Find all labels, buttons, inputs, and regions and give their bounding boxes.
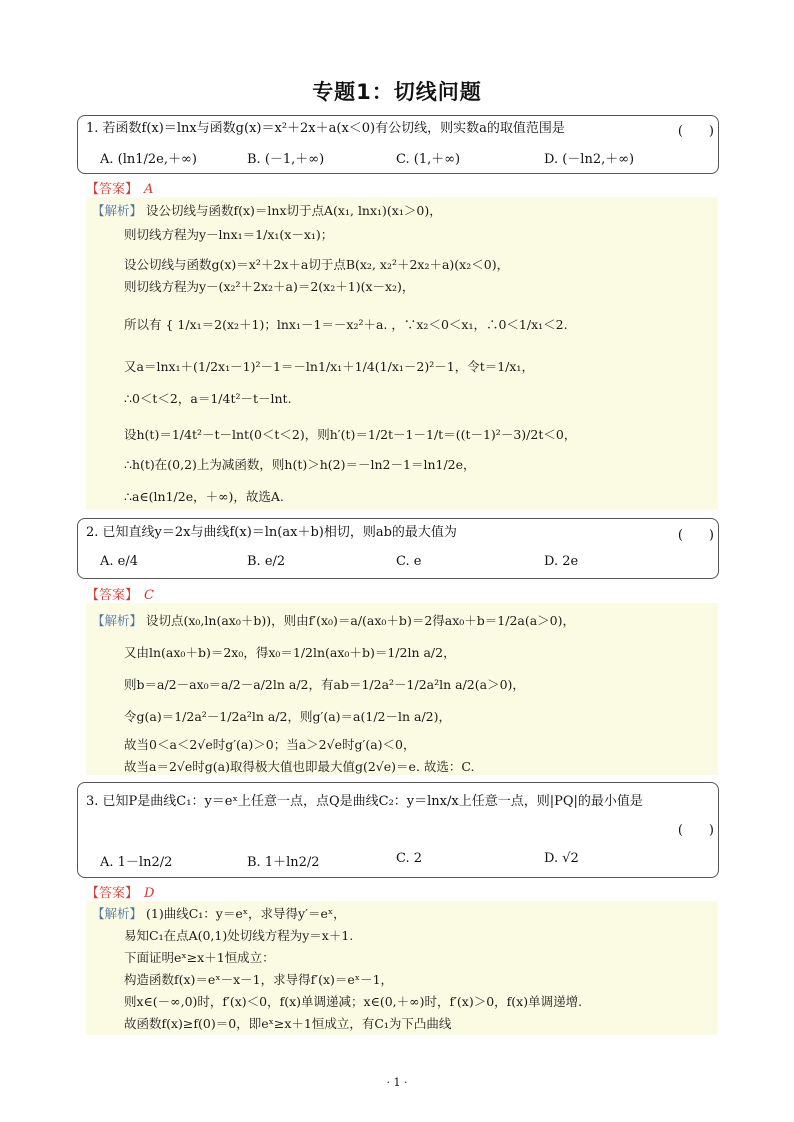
question-3-text: 3. 已知P是曲线C₁：y＝eˣ上任意一点，点Q是曲线C₂：y＝lnx/x上任意一点，则|PQ|的最小值是 — [86, 794, 643, 809]
option-b: B. 1＋ln2/2 — [247, 855, 320, 870]
solution-label: 【解析】 — [92, 613, 143, 628]
answer-label: 【答案】 — [86, 588, 139, 603]
answer-2 — [86, 584, 154, 603]
option-c: C. e — [396, 554, 422, 569]
solution-label: 【解析】 — [92, 906, 143, 921]
solution-line: 令g(a)＝1/2a²－1/2a²ln a/2，则g′(a)＝a(1/2－ln a/2)， — [124, 709, 452, 724]
option-b: B. (－1,＋∞) — [247, 152, 325, 167]
question-2-text: 2. 已知直线y＝2x与曲线f(x)＝ln(ax＋b)相切，则ab的最大值为 — [86, 525, 457, 540]
solution-line: 则b＝a/2－ax₀＝a/2－a/2ln a/2，有ab＝1/2a²－1/2a²ln a/2(a＞0)， — [124, 677, 525, 692]
answer-value: D — [144, 886, 155, 901]
option-d: D. √2 — [544, 851, 579, 866]
answer-paren: ( ) — [677, 823, 714, 838]
solution-line: 【解析】 设公切线与函数f(x)＝lnx切于点A(x₁, lnx₁)(x₁＞0)， — [92, 203, 442, 218]
solution-line: ∴a∈(ln1/2e，＋∞)，故选A. — [124, 489, 284, 504]
solution-2 — [86, 603, 718, 775]
solution-label: 【解析】 — [92, 203, 143, 218]
solution-line: 则切线方程为y－lnx₁＝1/x₁(x－x₁)； — [124, 227, 334, 242]
answer-1 — [86, 178, 153, 197]
solution-line: 则切线方程为y－(x₂²＋2x₂＋a)＝2(x₂＋1)(x－x₂)， — [124, 279, 415, 294]
page-title: 专题1：切线问题 — [312, 80, 482, 104]
question-1-text: 1. 若函数f(x)＝lnx与函数g(x)＝x²＋2x＋a(x＜0)有公切线，则实数a的取值范围是 — [86, 121, 565, 136]
solution-3 — [86, 901, 718, 1035]
solution-line: 故当a＝2√e时g(a)取得极大值也即最大值g(2√e)＝e. 故选：C. — [124, 759, 475, 774]
answer-label: 【答案】 — [86, 886, 139, 901]
solution-line: 易知C₁在点A(0,1)处切线方程为y＝x＋1. — [124, 928, 354, 943]
answer-label: 【答案】 — [86, 182, 139, 197]
option-a: A. e/4 — [100, 554, 138, 569]
answer-paren: ( ) — [677, 528, 714, 543]
solution-line: 所以有 { 1/x₁＝2(x₂＋1)；lnx₁－1＝－x₂²＋a. ，∵x₂＜0＜x₁，∴0＜1/x₁＜2. — [124, 317, 568, 332]
page-number: · 1 · — [386, 1076, 408, 1089]
solution-line: 则x∈(－∞,0)时，f′(x)＜0，f(x)单调递减；x∈(0,＋∞)时，f′(x)＞0，f(x)单调递增. — [124, 994, 583, 1009]
option-d: D. (－ln2,＋∞) — [544, 152, 635, 167]
option-a: A. 1－ln2/2 — [100, 855, 173, 870]
option-b: B. e/2 — [247, 554, 286, 569]
option-a: A. (ln1/2e,＋∞) — [100, 152, 197, 167]
solution-line: ∴0＜t＜2，a＝1/4t²－t－lnt. — [124, 391, 292, 406]
solution-1 — [86, 197, 718, 510]
answer-value: C — [144, 588, 154, 603]
question-1-box — [77, 115, 719, 174]
option-d: D. 2e — [544, 554, 579, 569]
question-3-box — [77, 782, 719, 878]
solution-line: 下面证明eˣ≥x＋1恒成立： — [124, 950, 275, 965]
solution-line: 构造函数f(x)＝eˣ－x－1，求导得f′(x)＝eˣ－1， — [124, 972, 394, 987]
answer-value: A — [144, 182, 154, 197]
solution-line: 故函数f(x)≥f(0)＝0，即eˣ≥x＋1恒成立，有C₁为下凸曲线 — [124, 1016, 452, 1031]
solution-line: 【解析】 (1)曲线C₁：y＝eˣ，求导得y′＝eˣ， — [92, 906, 346, 921]
option-c: C. (1,＋∞) — [396, 152, 461, 167]
solution-line: 设公切线与函数g(x)＝x²＋2x＋a切于点B(x₂, x₂²＋2x₂＋a)(x₂＜0)， — [124, 257, 510, 272]
solution-line: 故当0＜a＜2√e时g′(a)＞0；当a＞2√e时g′(a)＜0， — [124, 737, 416, 752]
solution-line: 又a＝lnx₁＋(1/2x₁－1)²－1＝－ln1/x₁＋1/4(1/x₁－2)²－1，令t＝1/x₁， — [124, 359, 534, 374]
solution-line: 设h(t)＝1/4t²－t－lnt(0＜t＜2)，则h′(t)＝1/2t－1－1/t＝((t－1)²－3)/2t＜0， — [124, 427, 577, 442]
answer-3 — [86, 882, 154, 901]
answer-paren: ( ) — [677, 124, 714, 139]
solution-line: 又由ln(ax₀＋b)＝2x₀，得x₀＝1/2ln(ax₀＋b)＝1/2ln a/2， — [124, 645, 456, 660]
solution-line: 【解析】 设切点(x₀,ln(ax₀＋b))，则由f′(x₀)＝a/(ax₀＋b)＝2得ax₀＋b＝1/2a(a＞0)， — [92, 613, 576, 628]
option-c: C. 2 — [396, 851, 423, 866]
question-2-box — [77, 518, 719, 579]
solution-line: ∴h(t)在(0,2)上为减函数，则h(t)＞h(2)＝－ln2－1＝ln1/2e， — [124, 457, 476, 472]
